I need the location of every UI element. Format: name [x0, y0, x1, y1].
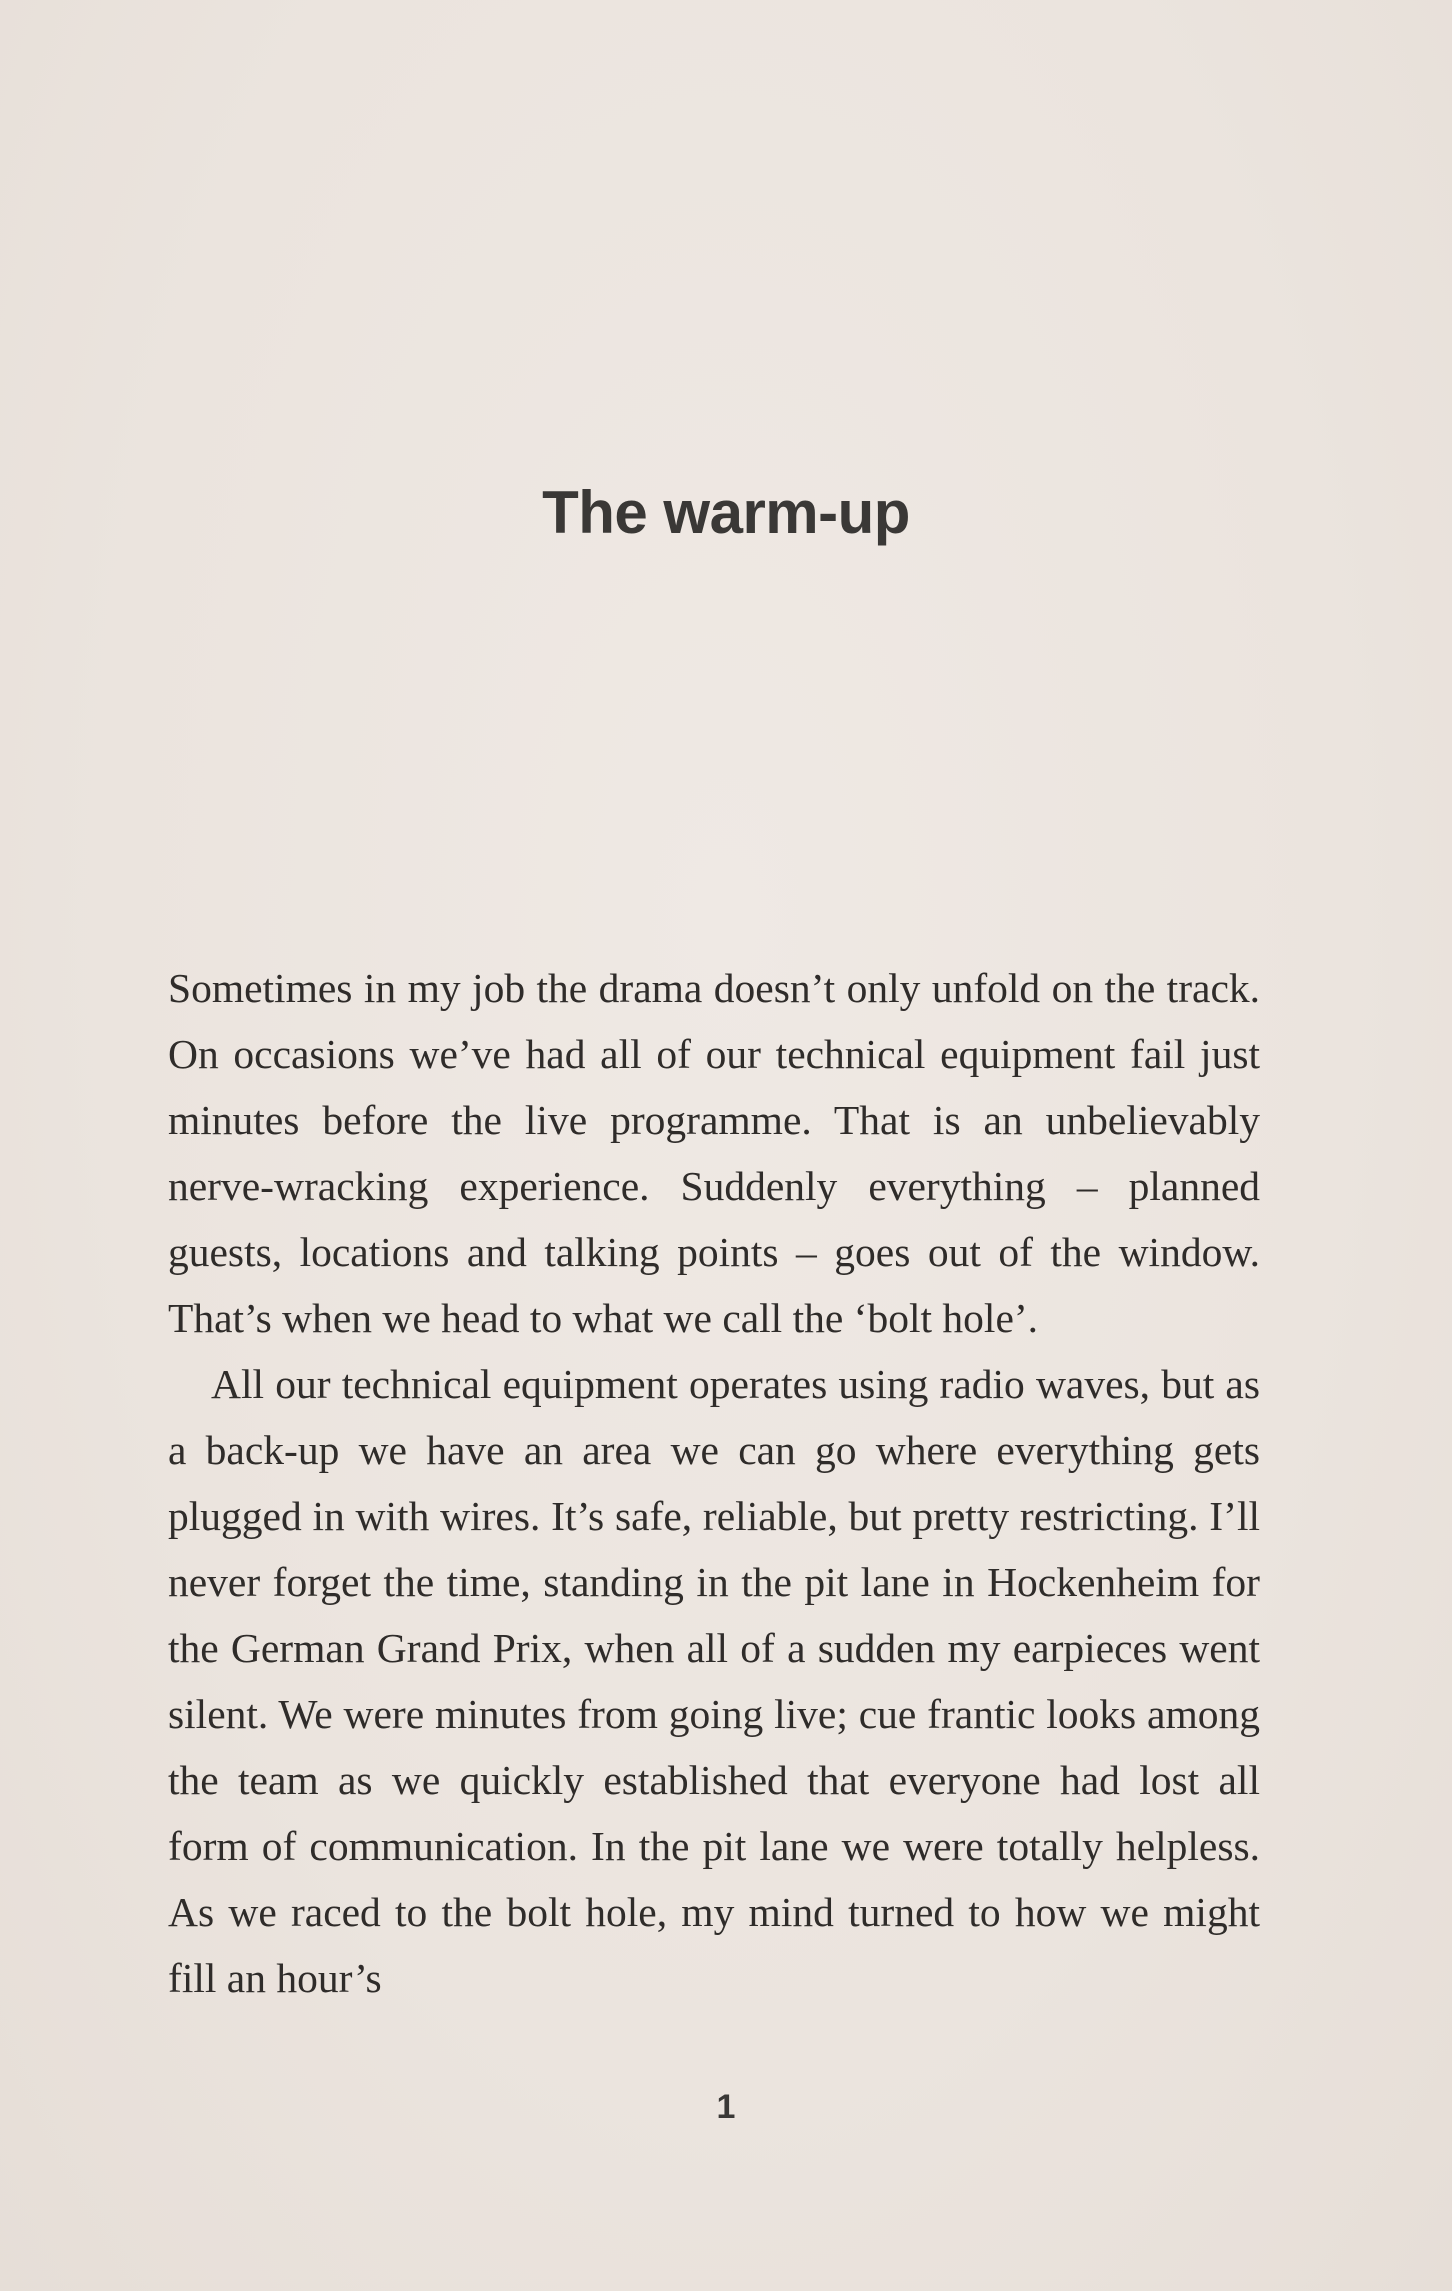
paragraph-2: All our technical equipment operates using radio waves, but as a back-up we have an area we can go where everything gets plugged in with wires. It’s safe, reliable, but pretty restricting. I’ll never forget the time, standing in the pit lane in Hockenheim for the German Grand Prix, when all of a sudden my earpieces went silent. We were minutes from going live; cue frantic looks among the team as we quickly established that everyone had lost all form of communication. In the pit lane we were totally helpless. As we raced to the bolt hole, my mind turned to how we might fill an hour’s: [168, 1361, 1260, 2001]
paragraph-1: Sometimes in my job the drama doesn’t only unfold on the track. On occasions we’ve had all of our technical equipment fail just minutes before the live programme. That is an unbelievably nerve-wracking experience. Suddenly everything – planned guests, locations and talking points – goes out of the window. That’s when we head to what we call the ‘bolt hole’.: [168, 965, 1260, 1341]
body-text: [168, 955, 1260, 2011]
chapter-title: The warm-up: [542, 479, 910, 546]
page-number: 1: [716, 2088, 736, 2126]
